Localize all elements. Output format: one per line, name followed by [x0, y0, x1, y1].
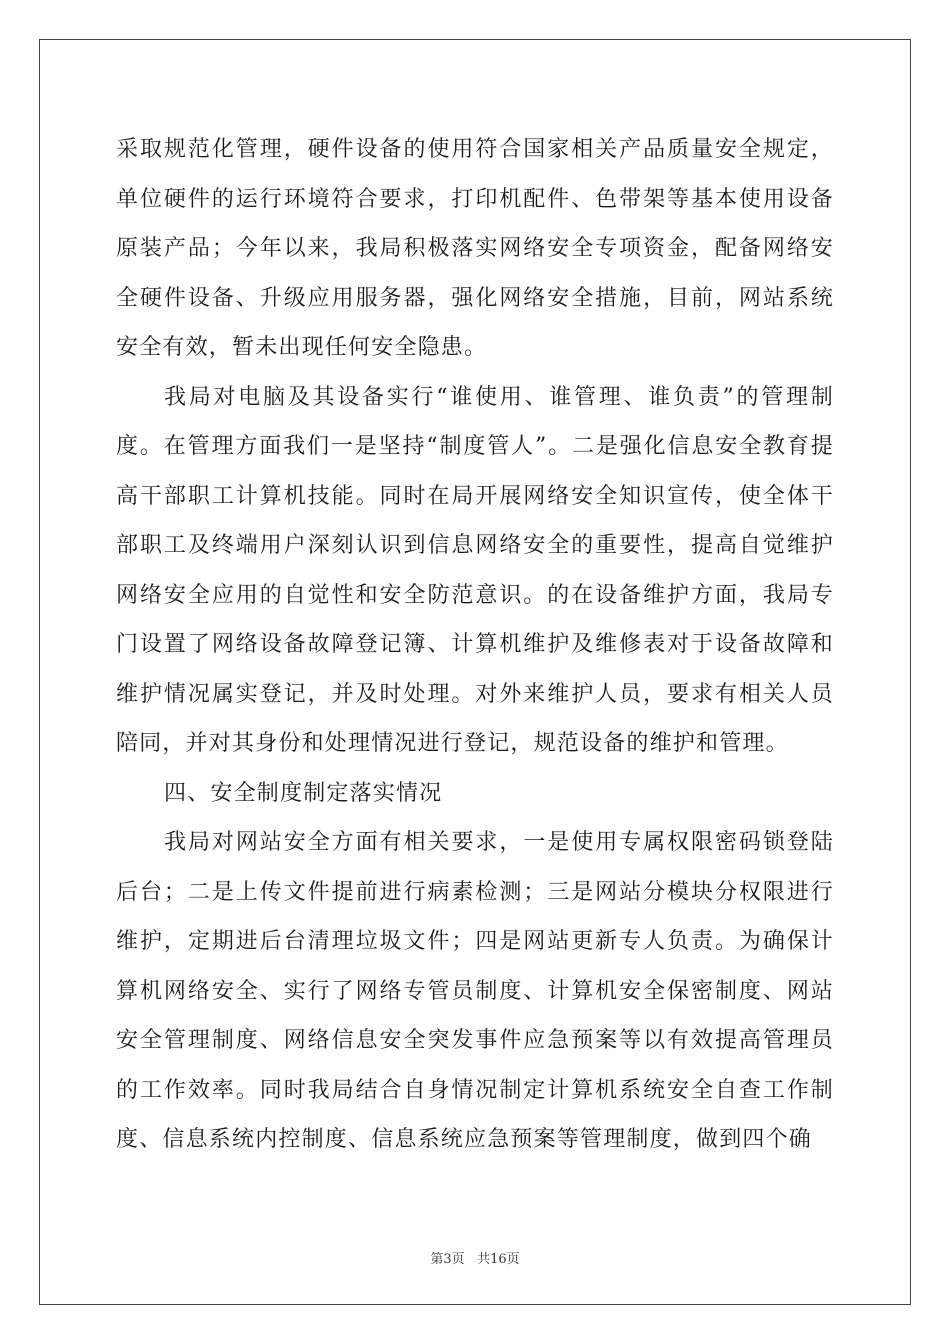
- paragraph-2: 我局对电脑及其设备实行“谁使用、谁管理、谁负责”的管理制度。在管理方面我们一是坚持“制度管人”。二是强化信息安全教育提高干部职工计算机技能。同时在局开展网络安全知识宣传，使全体干部职工及终端用户深刻认识到信息网络安全的重要性，提高自觉维护网络安全应用的自觉性和安全防范意识。的在设备维护方面，我局专门设置了网络设备故障登记簿、计算机维护及维修表对于设备故障和维护情况属实登记，并及时处理。对外来维护人员，要求有相关人员陪同，并对其身份和处理情况进行登记，规范设备的维护和管理。: [116, 384, 834, 756]
- section-heading: 四、安全制度制定落实情况: [164, 780, 443, 806]
- paragraph-3: 我局对网站安全方面有相关要求，一是使用专属权限密码锁登陆后台；二是上传文件提前进行病素检测；三是网站分模块分权限进行维护，定期进后台清理垃圾文件；四是网站更新专人负责。为确保计算机网络安全、实行了网络专管员制度、计算机安全保密制度、网站安全管理制度、网络信息安全突发事件应急预案等以有效提高管理员的工作效率。同时我局结合自身情况制定计算机系统安全自查工作制度、信息系统内控制度、信息系统应急预案等管理制度，做到四个确: [116, 830, 834, 1152]
- paragraph-1: 采取规范化管理，硬件设备的使用符合国家相关产品质量安全规定，单位硬件的运行环境符合要求，打印机配件、色带架等基本使用设备原装产品；今年以来，我局积极落实网络安全专项资金，配备网络安全硬件设备、升级应用服务器，强化网络安全措施，目前，网站系统安全有效，暂未出现任何安全隐患。: [116, 137, 834, 360]
- page-footer: [0, 1248, 950, 1267]
- page-number: 第3页: [430, 1252, 465, 1267]
- page-total: 共16页: [477, 1252, 520, 1267]
- document-body: [116, 125, 834, 1165]
